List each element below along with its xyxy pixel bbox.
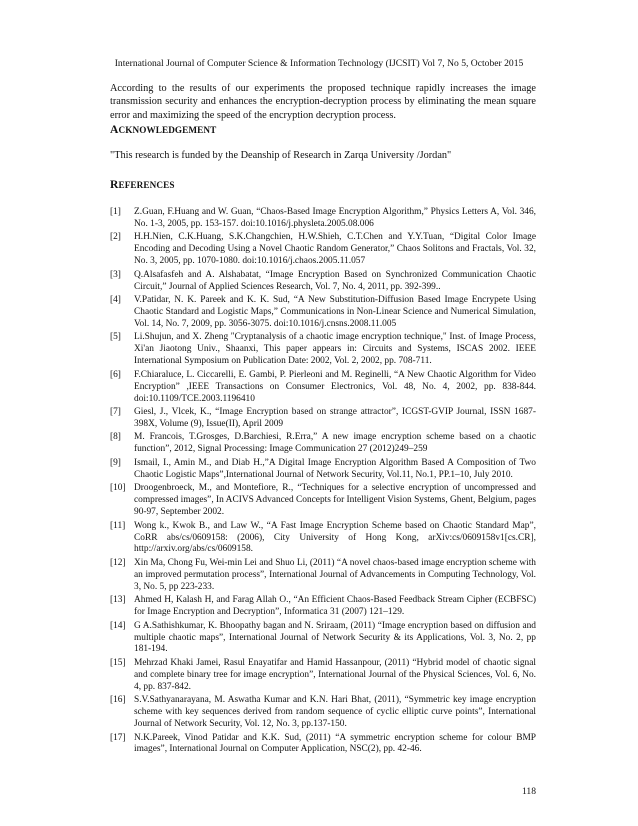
- reference-text: Droogenbroeck, M., and Montefiore, R., “Techniques for a selective encryption of uncompressed and compressed images”, In ACIVS Advanced Concepts for Intelligent Vision Systems, Ghent, Belgium, pages 90-97, September 2002.: [134, 483, 536, 518]
- reference-number: [12]: [110, 557, 126, 568]
- reference-text: H.H.Nien, C.K.Huang, S.K.Changchien, H.W.Shieh, C.T.Chen and Y.Y.Tuan, “Digital Color Image Encoding and Decoding Using a Novel Chaotic Random Generator,” Chaos Solitons and Fractals, Vol. 32, No. 3, 2005, pp. 1070-1080. doi:10.1016/j.chaos.2005.11.057: [134, 232, 536, 267]
- reference-text: Giesl, J., Vlcek, K., “Image Encryption based on strange attractor”, ICGST-GVIP Journal, ISSN 1687-398X, Volume (9), Issue(II), April 2009: [134, 407, 536, 429]
- reference-item: [110, 332, 536, 368]
- reference-text: Q.Alsafasfeh and A. Alshabatat, “Image Encryption Based on Synchronized Communication Chaotic Circuit,” Journal of Applied Sciences Research, Vol. 7, No. 4, 2011, pp. 392-399..: [134, 269, 536, 292]
- acknowledgement-heading: [110, 123, 216, 137]
- reference-number: [3]: [110, 269, 121, 280]
- acknowledgement-heading-initial: A: [110, 123, 119, 136]
- reference-text: N.K.Pareek, Vinod Patidar and K.K. Sud, (2011) “A symmetric encryption scheme for colour BMP images”, International Journal on Computer Application, NSC(2), pp. 42-46.: [134, 732, 536, 755]
- reference-text: Z.Guan, F.Huang and W. Guan, “Chaos-Based Image Encryption Algorithm,” Physics Letters A, Vol. 346, No. 1-3, 2005, pp. 153-157. doi:10.1016/j.physleta.2005.08.006: [134, 207, 536, 229]
- reference-list: [110, 207, 536, 758]
- reference-item: [110, 658, 536, 694]
- reference-number: [6]: [110, 369, 121, 380]
- reference-item: [110, 521, 536, 557]
- reference-number: [17]: [110, 732, 126, 743]
- reference-item: [110, 370, 536, 406]
- acknowledgement-text: "This research is funded by the Deanship of Research in Zarqa University /Jordan": [110, 150, 452, 161]
- reference-number: [10]: [110, 483, 126, 494]
- reference-item: [110, 207, 536, 231]
- references-heading-rest: EFERENCES: [118, 180, 175, 190]
- reference-number: [11]: [110, 520, 126, 531]
- reference-text: S.V.Sathyanarayana, M. Aswatha Kumar and K.N. Hari Bhat, (2011), “Symmetric key image encryption scheme with key sequences derived from random sequence of cyclic elliptic curve points”, International Journal of Network Security, Vol. 12, No. 3, pp.137-150.: [134, 695, 536, 730]
- reference-number: [14]: [110, 620, 126, 631]
- reference-item: [110, 621, 536, 657]
- reference-number: [1]: [110, 207, 121, 217]
- reference-item: [110, 695, 536, 731]
- reference-number: [9]: [110, 457, 121, 468]
- reference-text: F.Chiaraluce, L. Ciccarelli, E. Gambi, P. Pierleoni and M. Reginelli, “A New Chaotic Algorithm for Video Encryption” ,IEEE Transactions on Consumer Electronics, Vol. 48, No. 4, 2002, pp. 838-844. doi:10.1109/TCE.2003.1196410: [134, 369, 536, 404]
- reference-text: Mehrzad Khaki Jamei, Rasul Enayatifar and Hamid Hassanpour, (2011) “Hybrid model of chaotic signal and complete binary tree for image encryption”, International Journal of the Physical Sciences, Vol. 6, No. 4, pp. 837-842.: [134, 657, 536, 692]
- conclusion-paragraph: According to the results of our experiments the proposed technique rapidly increases the image transmission security and enhances the encryption-decryption process by eliminating the mean square error and maximizing the speed of the encryption decryption process.: [110, 83, 536, 121]
- reference-item: [110, 232, 536, 268]
- reference-item: [110, 270, 536, 294]
- reference-number: [5]: [110, 332, 121, 343]
- reference-item: [110, 458, 536, 482]
- reference-text: Ahmed H, Kalash H, and Farag Allah O., “An Efficient Chaos-Based Feedback Stream Cipher (ECBFSC) for Image Encryption and Decryption”, Informatica 31 (2007) 121–129.: [134, 595, 536, 618]
- reference-item: [110, 407, 536, 431]
- reference-item: [110, 432, 536, 456]
- reference-number: [4]: [110, 295, 121, 306]
- reference-number: [13]: [110, 595, 126, 606]
- reference-number: [15]: [110, 657, 126, 668]
- reference-text: Xin Ma, Chong Fu, Wei-min Lei and Shuo Li, (2011) “A novel chaos-based image encryption scheme with an improved permutation process”, International Journal of Advancements in Computing Technology, Vol. 3, No. 5, pp 223-233.: [134, 557, 536, 592]
- references-heading-initial: R: [110, 178, 119, 191]
- reference-item: [110, 483, 536, 519]
- reference-item: [110, 295, 536, 331]
- reference-text: G A.Sathishkumar, K. Bhoopathy bagan and N. Sriraam, (2011) “Image encryption based on diffusion and multiple chaotic maps”, International Journal of Network Security & its Applications, Vol. 3, No. 2, pp 181-194.: [134, 620, 536, 655]
- reference-number: [16]: [110, 695, 126, 706]
- page-number: 118: [521, 786, 536, 797]
- reference-text: Li.Shujun, and X. Zheng "Cryptanalysis of a chaotic image encryption technique," Inst. of Image Process, Xi'an Jiaotong Univ., Shaanxi, This paper appears in: Circuits and Systems, ISCAS 2002. IEEE International Symposium on Publication Date: 2002, Vol. 2, 2002, pp. 708-711.: [134, 332, 536, 367]
- reference-text: Wong k., Kwok B., and Law W., “A Fast Image Encryption Scheme based on Chaotic Standard Map”, CoRR abs/cs/0609158: (2006), City University of Hong Kong, arXiv:cs/0609158v1[cs.CR], http://arxiv.org/abs/cs/0609158.: [134, 520, 536, 555]
- acknowledgement-heading-rest: CKNOWLEDGEMENT: [118, 125, 217, 135]
- reference-item: [110, 558, 536, 594]
- reference-text: V.Patidar, N. K. Pareek and K. K. Sud, “A New Substitution-Diffusion Based Image Encrypete Using Chaotic Standard and Logistic Maps,” Communications in Non-Linear Science and Numerical Simulation, Vol. 14, No. 7, 2009, pp. 3056-3075. doi:10.1016/j.cnsns.2008.11.005: [134, 295, 536, 329]
- reference-number: [7]: [110, 407, 121, 418]
- reference-number: [2]: [110, 232, 121, 243]
- reference-item: [110, 733, 536, 757]
- reference-text: Ismail, I., Amin M., and Diab H.,”A Digital Image Encryption Algorithm Based A Composition of Two Chaotic Logistic Maps”,International Journal of Network Security, Vol.11, No.1, PP.1–10, July 2010.: [134, 457, 536, 480]
- references-heading: [110, 178, 175, 192]
- reference-number: [8]: [110, 432, 121, 443]
- journal-header: International Journal of Computer Science & Information Technology (IJCSIT) Vol 7, No 5, October 2015: [114, 58, 524, 69]
- reference-item: [110, 595, 536, 619]
- reference-text: M. Francois, T.Grosges, D.Barchiesi, R.Erra,” A new image encryption scheme based on a chaotic function”, 2012, Signal Processing: Image Communication 27 (2012)249–259: [134, 432, 536, 455]
